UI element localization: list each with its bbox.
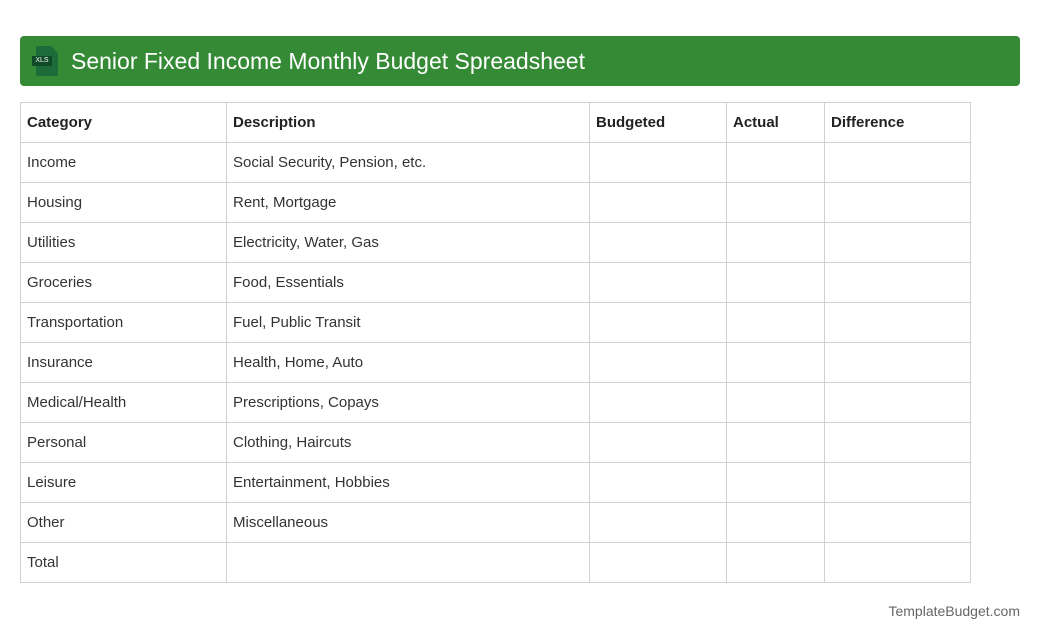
table-cell[interactable]: Personal — [21, 423, 227, 463]
table-cell[interactable] — [590, 343, 727, 383]
table-cell[interactable] — [590, 463, 727, 503]
column-header: Budgeted — [590, 103, 727, 143]
table-row — [21, 383, 971, 423]
table-cell[interactable] — [727, 343, 825, 383]
table-row — [21, 503, 971, 543]
table-row — [21, 463, 971, 503]
table-cell[interactable] — [727, 223, 825, 263]
table-cell[interactable]: Fuel, Public Transit — [227, 303, 590, 343]
table-cell[interactable]: Social Security, Pension, etc. — [227, 143, 590, 183]
table-cell[interactable]: Groceries — [21, 263, 227, 303]
table-row — [21, 183, 971, 223]
table-cell[interactable]: Entertainment, Hobbies — [227, 463, 590, 503]
table-cell[interactable]: Utilities — [21, 223, 227, 263]
table-cell[interactable] — [825, 303, 971, 343]
table-cell[interactable]: Leisure — [21, 463, 227, 503]
table-row — [21, 423, 971, 463]
table-cell[interactable]: Housing — [21, 183, 227, 223]
table-cell[interactable]: Health, Home, Auto — [227, 343, 590, 383]
table-cell[interactable]: Income — [21, 143, 227, 183]
table-cell[interactable] — [727, 423, 825, 463]
table-row — [21, 143, 971, 183]
table-cell[interactable] — [727, 183, 825, 223]
table-cell[interactable] — [727, 263, 825, 303]
table-cell[interactable] — [590, 143, 727, 183]
column-header: Description — [227, 103, 590, 143]
table-cell[interactable] — [727, 303, 825, 343]
table-cell[interactable] — [590, 383, 727, 423]
table-cell[interactable]: Other — [21, 503, 227, 543]
table-cell[interactable] — [825, 343, 971, 383]
table-cell[interactable]: Transportation — [21, 303, 227, 343]
table-row — [21, 223, 971, 263]
table-cell[interactable]: Clothing, Haircuts — [227, 423, 590, 463]
table-cell[interactable] — [590, 303, 727, 343]
table-cell[interactable] — [590, 503, 727, 543]
table-cell[interactable]: Total — [21, 543, 227, 583]
table-cell[interactable] — [825, 183, 971, 223]
table-cell[interactable] — [825, 223, 971, 263]
table-cell[interactable]: Miscellaneous — [227, 503, 590, 543]
table-cell[interactable] — [590, 263, 727, 303]
column-header: Category — [21, 103, 227, 143]
table-cell[interactable] — [825, 383, 971, 423]
table-cell[interactable] — [825, 503, 971, 543]
table-header-row — [21, 103, 971, 143]
budget-table — [20, 102, 971, 583]
table-cell[interactable] — [727, 143, 825, 183]
table-cell[interactable]: Electricity, Water, Gas — [227, 223, 590, 263]
table-cell[interactable] — [590, 543, 727, 583]
table-cell[interactable] — [590, 183, 727, 223]
table-cell[interactable] — [727, 503, 825, 543]
table-cell[interactable]: Prescriptions, Copays — [227, 383, 590, 423]
table-row — [21, 343, 971, 383]
table-cell[interactable]: Food, Essentials — [227, 263, 590, 303]
table-cell[interactable] — [727, 463, 825, 503]
table-cell[interactable] — [727, 383, 825, 423]
table-cell[interactable] — [727, 543, 825, 583]
table-cell[interactable] — [590, 223, 727, 263]
table-cell[interactable] — [825, 143, 971, 183]
table-cell[interactable]: Rent, Mortgage — [227, 183, 590, 223]
column-header: Difference — [825, 103, 971, 143]
column-header: Actual — [727, 103, 825, 143]
table-cell[interactable] — [825, 263, 971, 303]
page-title: Senior Fixed Income Monthly Budget Spreadsheet — [71, 47, 585, 74]
table-cell[interactable] — [227, 543, 590, 583]
table-row — [21, 303, 971, 343]
table-cell[interactable]: Medical/Health — [21, 383, 227, 423]
footer-brand[interactable]: TemplateBudget.com — [888, 603, 1020, 619]
title-bar — [20, 36, 1020, 86]
table-cell[interactable] — [590, 423, 727, 463]
table-row — [21, 263, 971, 303]
table-cell[interactable] — [825, 463, 971, 503]
table-cell[interactable]: Insurance — [21, 343, 227, 383]
table-cell[interactable] — [825, 543, 971, 583]
table-cell[interactable] — [825, 423, 971, 463]
spreadsheet-file-icon: XLS — [32, 46, 60, 76]
table-row — [21, 543, 971, 583]
